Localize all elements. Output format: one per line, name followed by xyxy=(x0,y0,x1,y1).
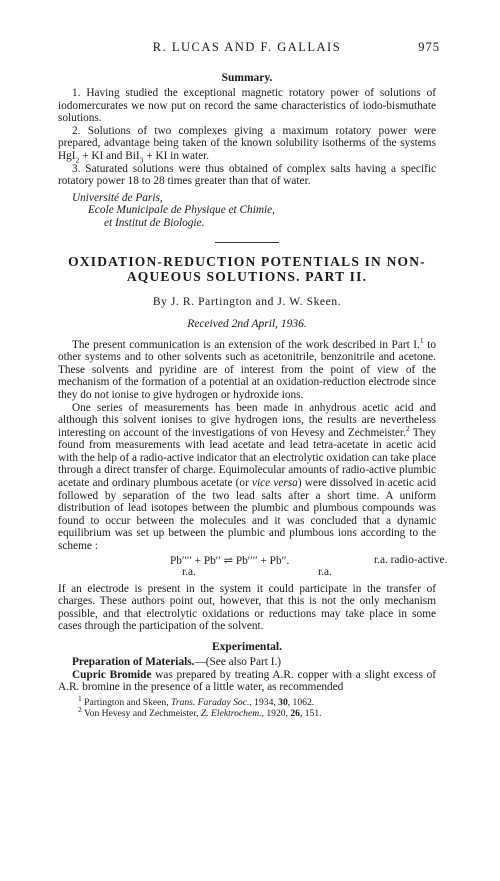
affiliation-address xyxy=(58,192,436,230)
address-line-1: Université de Paris, xyxy=(72,191,163,204)
reaction-equation xyxy=(58,553,448,581)
page-number: 975 xyxy=(418,40,440,54)
article-title xyxy=(58,254,436,285)
footnote-1: $^1$ Partington and Skeen, Trans. Faraday Soc., 1934, 30, 1062. xyxy=(78,693,315,708)
summary-item-1: 1. Having studied the exceptional magnetic rotatory power of solutions of iodomercurates we now put on record the same characteristics of iodo-bismuthate solutions. xyxy=(58,87,436,125)
body-paragraph-3: If an electrode is present in the system it could participate in the transfer of charges. These authors point out, however, that this is not the only mechanism possible, and that electrolytic oxidations or reductions may take place in some cases through the participation of the solvent. xyxy=(58,582,436,633)
equation-main: Pb′′′′ + Pb′′ ⇌ Pb′′′′ + Pb′′. xyxy=(170,554,290,567)
cupric-bromide-paragraph: Cupric Bromide was prepared by treating A.R. copper with a slight excess of A.R. bromine in the presence of a little water, as recommended xyxy=(58,668,436,694)
received-date: Received 2nd April, 1936. xyxy=(187,317,307,330)
summary-heading: Summary. xyxy=(221,72,273,84)
section-divider xyxy=(215,242,279,243)
page-header xyxy=(58,40,440,64)
summary-item-3: 3. Saturated solutions were thus obtained of complex salts having a specific rotatory power 18 to 28 times greater than that of water. xyxy=(58,162,436,188)
running-head: R. LUCAS AND F. GALLAIS xyxy=(152,40,342,54)
address-line-2: Ecole Municipale de Physique et Chimie, xyxy=(88,204,275,217)
footnote-ref-1: 1 xyxy=(419,335,424,345)
preparation-paragraph: Preparation of Materials.—(See also Part I.) xyxy=(72,656,282,668)
footnotes xyxy=(58,693,436,719)
body-paragraph-1: The present communication is an extension of the work described in Part I.$^1$ to other systems and to other solvents such as acetonitrile, benzonitrile and acetone. These solvents and pyridine are of interest from the point of view of the mechanism of the formation of a potential at an oxidation-reduction electrode since they do not ionise to give hydrogen or hydroxide ions. xyxy=(58,335,436,401)
article-authors: By J. R. Partington and J. W. Skeen. xyxy=(152,295,342,308)
article-title-line-2: AQUEOUS SOLUTIONS. PART II. xyxy=(126,269,368,285)
equation-label-ra-1: r.a. xyxy=(182,565,196,578)
footnote-2: $^2$ Von Hevesy and Zechmeister, Z. Elektrochem., 1920, 26, 151. xyxy=(78,704,322,719)
journal-page xyxy=(0,40,500,881)
body-paragraph-2: One series of measurements has been made in anhydrous acetic acid and although this solvent ionises to give hydrogen ions, the results are nevertheless interesting on account of the investigations of von Hevesy and Zechmeister.$^2$ They found from measurements with lead acetate and lead tetra-acetate in acetic acid with the help of a radio-active indicator that an electrolytic oxidation can take place through a direct transfer of charge. Equimolecular amounts of radio-active plumbic acetate and ordinary plumbous acetate (or vice versa) were dissolved in acetic acid followed by separation of the two lead salts after a short time. A uniform distribution of lead isotopes between the plumbic and plumbous compounds was found to occur between the molecules and it was concluded that a dynamic equilibrium was set up between the plumbic and plumbous ions according to the scheme : xyxy=(58,401,436,553)
experimental-heading: Experimental. xyxy=(212,641,282,653)
equation-label-ra-2: r.a. xyxy=(318,565,332,578)
equation-legend: r.a. radio-active. xyxy=(374,553,448,566)
summary-item-2: 2. Solutions of two complexes giving a maximum rotatory power were prepared, advantage being taken of the known solubility isotherms of the systems HgI$_2$ + KI and BiI$_3$ + KI in water. xyxy=(58,124,436,165)
footnote-ref-2: 2 xyxy=(405,423,410,433)
address-line-3: et Institut de Biologie. xyxy=(104,216,205,229)
article-title-line-1: OXIDATION-REDUCTION POTENTIALS IN NON- xyxy=(68,253,426,269)
